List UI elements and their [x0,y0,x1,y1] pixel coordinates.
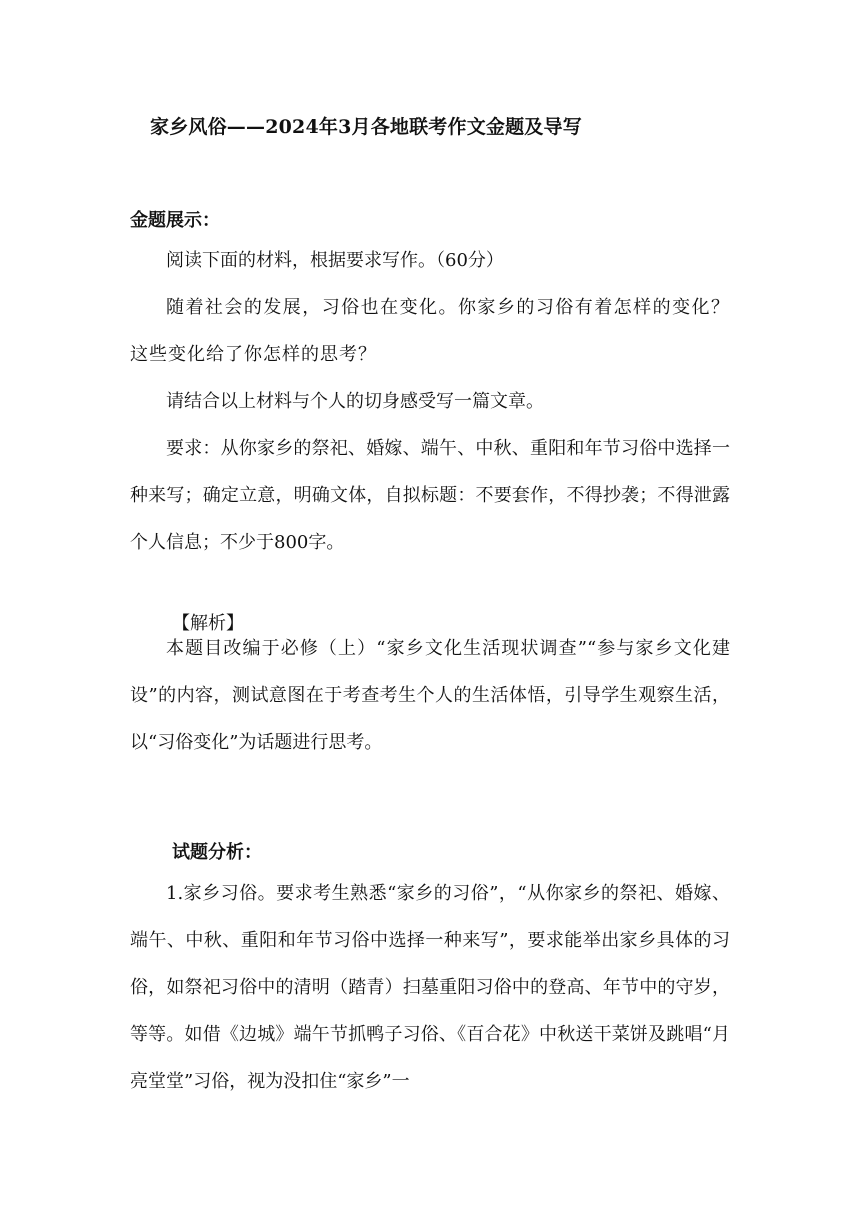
paragraph-material: 随着社会的发展，习俗也在变化。你家乡的习俗有着怎样的变化？这些变化给了你怎样的思考？ [130,297,730,365]
document-title: 家乡风俗——2024年3月各地联考作文金题及导写 [150,116,582,138]
paragraph-task: 请结合以上材料与个人的切身感受写一篇文章。 [166,391,544,412]
paragraph-requirements: 要求：从你家乡的祭祀、婚嫁、端午、中秋、重阳和年节习俗中选择一种来写；确定立意，明确文体，自拟标题：不要套作，不得抄袭；不得泄露个人信息；不少于800字。 [130,438,730,553]
section-heading-analysis: 【解析】 [172,613,244,634]
paragraph-analysis: 本题目改编于必修（上）“家乡文化生活现状调查”“参与家乡文化建设”的内容，测试意图在于考查考生个人的生活体悟，引导学生观察生活，以“习俗变化”为话题进行思考。 [130,638,730,753]
paragraph-question-analysis-1: 1.家乡习俗。要求考生熟悉“家乡的习俗”，“从你家乡的祭祀、婚嫁、端午、中秋、重阳和年节习俗中选择一种来写”，要求能举出家乡具体的习俗，如祭祀习俗中的清明（踏青）扫墓重阳习俗中的登高、年节中的守岁，等等。如借《边城》端午节抓鸭子习俗、《百合花》中秋送干菜饼及跳唱“月亮堂堂”习俗，视为没扣住“家乡”一 [130,883,730,1092]
paragraph-instruction: 阅读下面的材料，根据要求写作。（60分） [166,250,504,271]
section-heading-question-analysis: 试题分析： [172,842,262,863]
section-heading-gold-questions: 金题展示： [130,210,220,231]
